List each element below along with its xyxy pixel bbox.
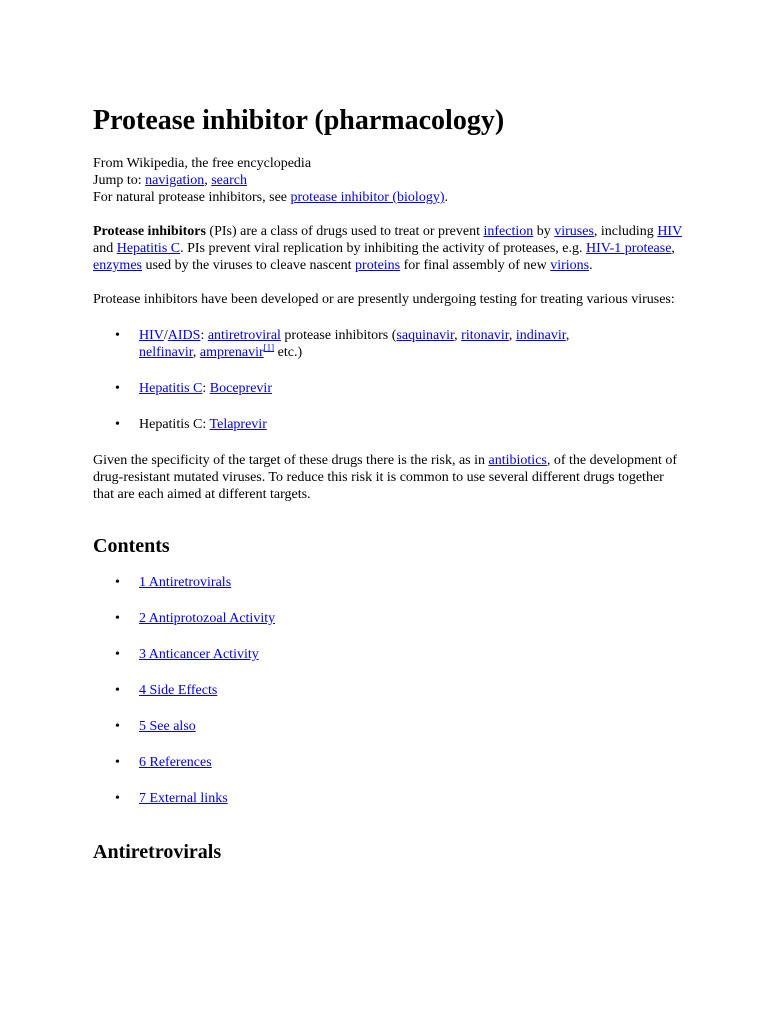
aids-link[interactable]: AIDS (167, 328, 201, 343)
ritonavir-link[interactable]: ritonavir (461, 328, 509, 343)
intro-text: , (671, 241, 675, 256)
toc-link-see-also[interactable]: 5 See also (139, 719, 196, 734)
intro-text: . PIs prevent viral replication by inhibiting the activity of proteases, e.g. (180, 241, 587, 256)
toc-link-external-links[interactable]: 7 External links (139, 791, 228, 806)
toc-link-anticancer-activity[interactable]: 3 Anticancer Activity (139, 647, 259, 662)
antiretroviral-link[interactable]: antiretroviral (207, 328, 281, 343)
toc-link-antiprotozoal-activity[interactable]: 2 Antiprotozoal Activity (139, 611, 276, 626)
contents-heading: Contents (93, 535, 170, 557)
intro-text: by (533, 224, 555, 239)
drug-list (93, 327, 683, 433)
jump-search-link[interactable]: search (211, 173, 247, 188)
toc-item (93, 646, 683, 663)
boceprevir-link[interactable]: Boceprevir (209, 381, 272, 396)
proteins-link[interactable]: proteins (355, 258, 401, 273)
intro-text: and (93, 241, 117, 256)
resistance-text: Given the specificity of the target of these drugs there is the risk, as in (93, 453, 489, 468)
jump-separator: , (204, 173, 212, 188)
toc-item (93, 574, 683, 591)
antibiotics-link[interactable]: antibiotics (488, 453, 547, 468)
page-title: Protease inhibitor (pharmacology) (93, 105, 505, 136)
toc-item (93, 682, 683, 699)
amprenavir-link[interactable]: amprenavir (199, 345, 264, 360)
list-item-hepatitis-c-boceprevir (93, 380, 683, 397)
comma-text: , (508, 328, 516, 343)
hatnote (93, 189, 683, 206)
toc-link-side-effects[interactable]: 4 Side Effects (139, 683, 218, 698)
toc-link-references[interactable]: 6 References (139, 755, 212, 770)
citation-1-link[interactable]: [1] (263, 342, 275, 353)
virions-link[interactable]: virions (550, 258, 590, 273)
list-text: protease inhibitors ( (280, 328, 397, 343)
hiv-link[interactable]: HIV (657, 224, 682, 239)
intro-text: . (589, 258, 593, 273)
list-item-hepatitis-c-telaprevir (93, 416, 683, 433)
intro-bold-term: Protease inhibitors (93, 224, 206, 239)
viruses-paragraph: Protease inhibitors have been developed or are presently undergoing testing for treating various viruses: (93, 292, 675, 307)
toc-link-antiretrovirals[interactable]: 1 Antiretrovirals (139, 575, 232, 590)
resistance-paragraph (93, 452, 683, 503)
telaprevir-link[interactable]: Telaprevir (209, 417, 267, 432)
comma-text: , (565, 328, 570, 343)
article-content (93, 104, 683, 865)
saquinavir-link[interactable]: saquinavir (396, 328, 455, 343)
jump-prefix: Jump to: (93, 173, 146, 188)
toc-item (93, 718, 683, 735)
resistance-text: , of the development of drug-resistant mutated viruses. To reduce this risk it is common to use several different drugs together that are each aimed at different targets. (93, 453, 678, 502)
hepatitis-c-label: Hepatitis C: (139, 417, 210, 432)
list-item-hiv (93, 327, 683, 361)
jump-navigation-link[interactable]: navigation (145, 173, 205, 188)
hiv-1-protease-link[interactable]: HIV-1 protease (586, 241, 672, 256)
hepatitis-c-link[interactable]: Hepatitis C (139, 381, 203, 396)
contents-list (93, 574, 683, 807)
nelfinavir-link[interactable]: nelfinavir (139, 345, 193, 360)
intro-text: , including (593, 224, 658, 239)
intro-text: used by the viruses to cleave nascent (141, 258, 356, 273)
hatnote-end: . (444, 190, 448, 205)
hepatitis-c-link[interactable]: Hepatitis C (116, 241, 181, 256)
enzymes-link[interactable]: enzymes (93, 258, 142, 273)
hatnote-text: For natural protease inhibitors, see (93, 190, 291, 205)
toc-item (93, 754, 683, 771)
intro-paragraph (93, 223, 683, 274)
antiretrovirals-heading: Antiretrovirals (93, 841, 222, 863)
slash-text: / (163, 328, 168, 343)
protease-inhibitor-biology-link[interactable]: protease inhibitor (biology) (290, 190, 445, 205)
tagline: From Wikipedia, the free encyclopedia (93, 156, 312, 171)
colon-text: : (202, 381, 210, 396)
toc-item (93, 610, 683, 627)
comma-text: , (454, 328, 462, 343)
jump-links (93, 172, 683, 189)
toc-item (93, 790, 683, 807)
list-text: etc.) (274, 345, 303, 360)
indinavir-link[interactable]: indinavir (515, 328, 566, 343)
hiv-link[interactable]: HIV (139, 328, 164, 343)
colon-text: : (200, 328, 208, 343)
intro-text: for final assembly of new (400, 258, 551, 273)
intro-text: (PIs) are a class of drugs used to treat or prevent (205, 224, 484, 239)
comma-text: , (192, 345, 200, 360)
viruses-link[interactable]: viruses (554, 224, 594, 239)
infection-link[interactable]: infection (483, 224, 534, 239)
